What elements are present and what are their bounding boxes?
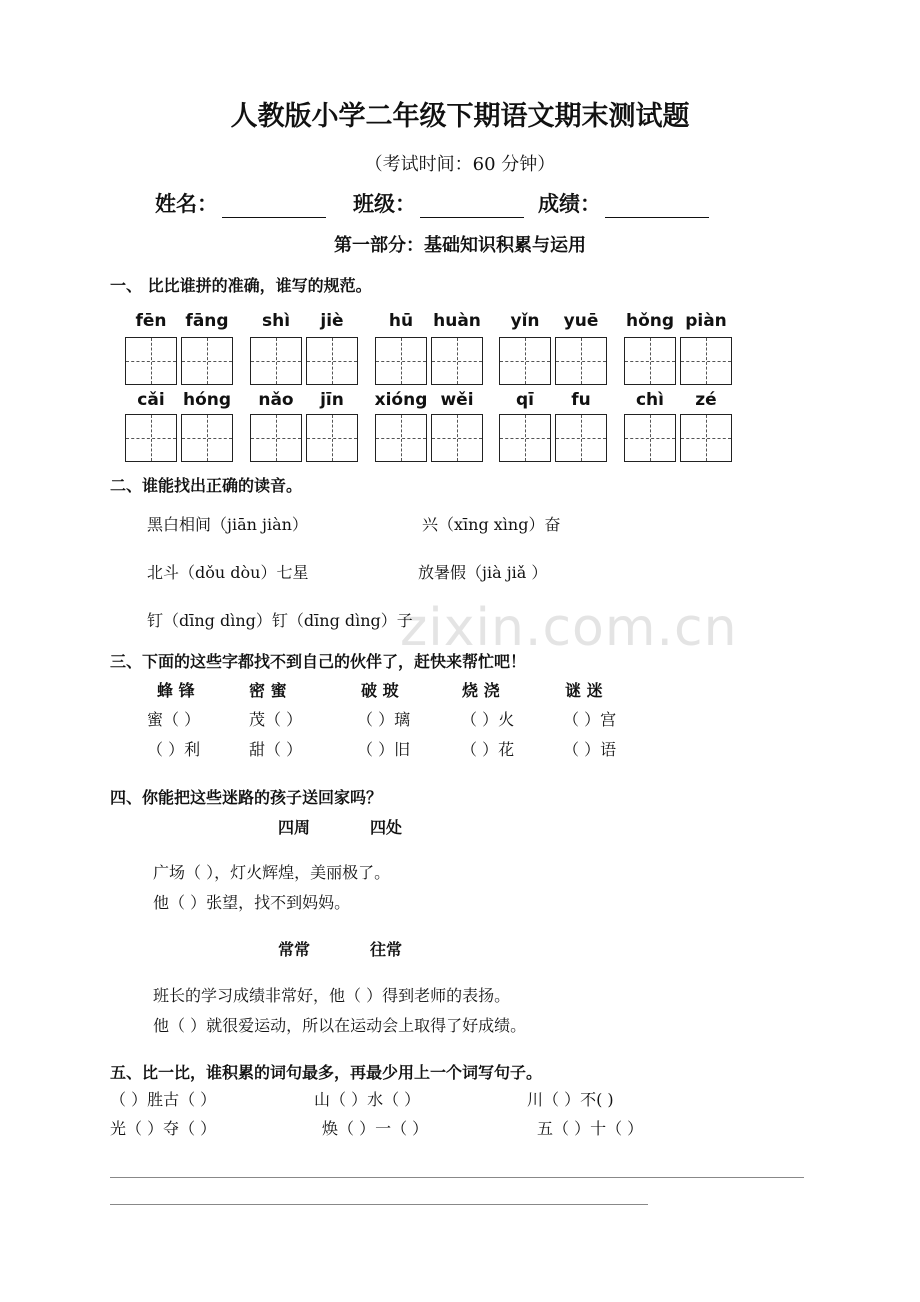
pinyin-label: nǎo (258, 390, 294, 410)
q4-word: 四周 (278, 818, 311, 837)
q4-heading: 四、你能把这些迷路的孩子送回家吗？ (110, 788, 383, 807)
writing-grid-box[interactable] (181, 414, 233, 462)
q5-idiom: 焕（ ）一（ ） (322, 1119, 429, 1138)
q1-heading: 一、 比比谁拼的准确，谁写的规范。 (110, 276, 372, 295)
writing-grid-box[interactable] (431, 414, 483, 462)
pinyin-label: hóng (182, 390, 232, 410)
q4-word: 四处 (370, 818, 403, 837)
writing-grid-box[interactable] (125, 337, 177, 385)
q3-pair: 烧 浇 (462, 681, 500, 700)
q4-sentence: 广场（ ），灯火辉煌，美丽极了。 (153, 863, 391, 882)
q3-blank: 甜（ ） (249, 740, 303, 759)
q3-pair: 密 蜜 (249, 681, 287, 700)
q3-blank: （ ）语 (563, 740, 617, 759)
pinyin-label: hǒng (625, 311, 675, 331)
writing-grid-box[interactable] (499, 414, 551, 462)
q3-blank: （ ）花 (461, 740, 515, 759)
writing-grid-box[interactable] (306, 414, 358, 462)
q2-item: 兴（xīng xìng）奋 (422, 515, 561, 534)
q3-blank: （ ）璃 (357, 710, 411, 729)
q2-heading: 二、谁能找出正确的读音。 (110, 476, 303, 495)
score-field[interactable]: 成绩： (538, 188, 709, 218)
pinyin-label: cǎi (137, 390, 165, 410)
q4-sentence: 班长的学习成绩非常好，他（ ）得到老师的表扬。 (153, 986, 511, 1005)
q3-pair: 破 玻 (361, 681, 399, 700)
pinyin-label: zé (695, 390, 717, 410)
pinyin-label: jīn (320, 390, 344, 410)
q3-blank: （ ）旧 (357, 740, 411, 759)
writing-grid-box[interactable] (624, 337, 676, 385)
q3-blank: 茂（ ） (249, 710, 303, 729)
q2-item: 放暑假（jià jiǎ ） (418, 563, 548, 582)
watermark: zixin.com.cn (400, 598, 738, 658)
q3-blank: （ ）利 (147, 740, 201, 759)
q2-item: 黑白相间（jiān jiàn） (147, 515, 308, 534)
q4-word: 往常 (370, 940, 403, 959)
q4-sentence: 他（ ）就很爱运动，所以在运动会上取得了好成绩。 (153, 1016, 527, 1035)
pinyin-label: jiè (320, 311, 344, 331)
pinyin-label: piàn (685, 311, 727, 331)
writing-grid-box[interactable] (125, 414, 177, 462)
pinyin-label: fāng (185, 311, 229, 331)
pinyin-label: huàn (433, 311, 481, 331)
q3-pair: 蜂 锋 (157, 681, 195, 700)
answer-line[interactable] (110, 1204, 648, 1205)
pinyin-label: hū (388, 311, 414, 331)
q3-heading: 三、下面的这些字都找不到自己的伙伴了，赶快来帮忙吧！ (110, 652, 527, 671)
exam-duration: （考试时间：60 分钟） (364, 154, 556, 175)
page-title: 人教版小学二年级下期语文期末测试题 (230, 101, 690, 132)
writing-grid-box[interactable] (499, 337, 551, 385)
q2-item: 钉（dīng dìng）钉（dīng dìng）子 (147, 611, 413, 630)
writing-grid-box[interactable] (375, 414, 427, 462)
q4-word: 常常 (278, 940, 311, 959)
pinyin-label: qī (516, 390, 534, 410)
pinyin-label: xióng (374, 390, 428, 410)
part-one-title: 第一部分：基础知识积累与运用 (334, 235, 586, 256)
writing-grid-box[interactable] (250, 414, 302, 462)
q3-blank: （ ）宫 (563, 710, 617, 729)
answer-line[interactable] (110, 1177, 804, 1178)
pinyin-label: wěi (440, 390, 474, 410)
q5-idiom: （ ）胜古（ ） (110, 1090, 217, 1109)
writing-grid-box[interactable] (555, 337, 607, 385)
writing-grid-box[interactable] (250, 337, 302, 385)
name-field[interactable]: 姓名： (155, 188, 326, 218)
q3-blank: （ ）火 (461, 710, 515, 729)
q5-idiom: 五（ ）十（ ） (537, 1119, 644, 1138)
pinyin-label: yuē (563, 311, 599, 331)
writing-grid-box[interactable] (181, 337, 233, 385)
pinyin-label: fēn (135, 311, 167, 331)
writing-grid-box[interactable] (431, 337, 483, 385)
pinyin-label: yǐn (510, 311, 540, 331)
writing-grid-box[interactable] (624, 414, 676, 462)
pinyin-label: fu (571, 390, 591, 410)
q2-item: 北斗（dǒu dòu）七星 (147, 563, 309, 582)
pinyin-label: chì (635, 390, 664, 410)
pinyin-label: shì (261, 311, 291, 331)
q5-idiom: 川（ ）不( ) (527, 1090, 614, 1109)
writing-grid-box[interactable] (306, 337, 358, 385)
writing-grid-box[interactable] (555, 414, 607, 462)
q5-idiom: 光（ ）夺（ ） (110, 1119, 217, 1138)
q3-pair: 谜 迷 (565, 681, 603, 700)
q5-heading: 五、比一比，谁积累的词句最多，再最少用上一个词写句子。 (110, 1063, 543, 1082)
writing-grid-box[interactable] (680, 337, 732, 385)
q5-idiom: 山（ ）水（ ） (314, 1090, 421, 1109)
q3-blank: 蜜（ ） (147, 710, 201, 729)
q4-sentence: 他（ ）张望，找不到妈妈。 (153, 893, 351, 912)
class-field[interactable]: 班级： (353, 188, 524, 218)
writing-grid-box[interactable] (375, 337, 427, 385)
writing-grid-box[interactable] (680, 414, 732, 462)
